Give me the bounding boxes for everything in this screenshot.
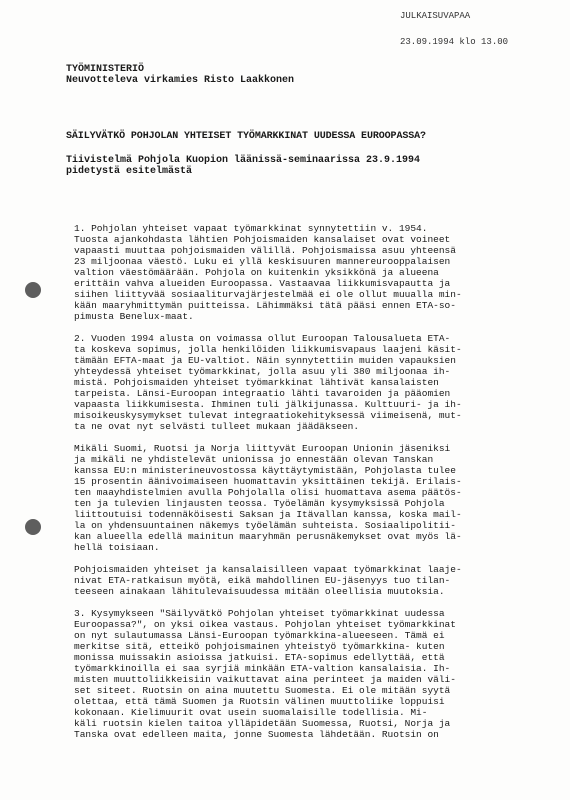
text-line: on nyt sulautumassa Länsi-Euroopan työmarkkina-alueeseen. Tämä ei [74,630,445,641]
subtitle-line: pidetystä esitelmästä [66,166,193,177]
paragraph [74,608,544,740]
text-line: 3. Kysymykseen "Säilyvätkö Pohjolan yhteiset työmarkkinat uudessa [74,608,445,619]
text-line: ten maayhdistelmien avulla Pohjolalla olisi huomattava asema päätös- [74,487,462,498]
punch-hole [25,282,41,298]
text-line: teeseen ainakaan lähitulevaisuudessa mitään oleellisia muutoksia. [74,586,445,597]
subtitle-line: Tiivistelmä Pohjola Kuopion läänissä-seminaarissa 23.9.1994 [66,155,421,166]
text-line: Pohjoismaiden yhteiset ja kansalaisilleen vapaat työmarkkinat laaje- [74,564,462,575]
text-line: ta ne ovat nyt selvästi tulleet mukaan jäädäkseen. [74,421,360,432]
text-line: erittäin vahva alueiden Euroopassa. Vastaavaa liikkumisvapautta ja [74,278,451,289]
text-line: Mikäli Suomi, Ruotsi ja Norja liittyvät Euroopan Unionin jäseniksi [74,443,451,454]
text-line: kanssa EU:n ministerineuvostossa käyttäytymistään, Pohjolasta tulee [74,465,456,476]
document-title: SÄILYVÄTKÖ POHJOLAN YHTEISET TYÖMARKKINAT UUDESSA EUROOPASSA? [66,131,426,142]
text-line: 23 miljoonaa väestö. Luku ei yllä keskisuuren mannereurooppalaisen [74,256,451,267]
text-line: siihen liittyvää sosiaaliturvajärjestelmää ei ole ollut muualla min- [74,289,462,300]
text-line: kokonaan. Kielimuurit ovat usein suomalaisille todellisia. Mi- [74,707,428,718]
text-line: Euroopassa?", on yksi oikea vastaus. Pohjolan yhteiset työmarkkinat [74,619,456,630]
paragraph [74,564,544,597]
text-line: misoikeuskysymykset tulevat integraatiokehityksessä viimeisenä, mut- [74,410,462,421]
text-line: nivat ETA-ratkaisun myötä, eikä mahdollinen EU-jäsenyys tuo tilan- [74,575,451,586]
paragraph [74,443,544,553]
text-line: la on yhdensuuntainen näkemys työelämän suhteista. Sosiaalipolitii- [74,520,456,531]
text-line: set siteet. Ruotsin on aina muutettu Suomesta. Ei ole mitään syytä [74,685,451,696]
text-line: tämään EFTA-maat ja EU-valtiot. Näin synnytettiin muiden vapauksien [74,355,456,366]
paragraph [74,223,544,322]
text-line: pimusta Benelux-maat. [74,311,194,322]
official-name: Neuvotteleva virkamies Risto Laakkonen [66,75,295,86]
text-line: kään maaryhmittymän puitteissa. Lähimmäksi tätä pääsi ennen ETA-so- [74,300,456,311]
text-line: käli ruotsin kielen taitoa ylläpidetään Suomessa, Ruotsi, Norja ja [74,718,451,729]
text-line: valtion väestömäärään. Pohjola on kuitenkin yksikkönä ja alueena [74,267,439,278]
text-line: merkitse sitä, etteikö pohjoismainen yhteistyö työmarkkina- kuten [74,641,445,652]
text-line: kan alueella edellä mainitun maaryhmän perusnäkemykset ovat myös lä- [74,531,462,542]
text-line: Tanska ovat edelleen maita, jonne Suomesta lähdetään. Ruotsin on [74,729,439,740]
text-line: tarpeista. Länsi-Euroopan integraatio lähti tavaroiden ja pääomien [74,388,451,399]
release-stamp [400,10,508,49]
ministry-name: TYÖMINISTERIÖ [66,64,145,75]
text-line: hellä toisiaan. [74,542,160,553]
text-line: misten muuttoliikkeisiin vaikuttavat aina perinteet ja maiden väli- [74,674,456,685]
text-line: ta koskeva sopimus, jolla henkilöiden liikkumisvapaus laajeni käsit- [74,344,462,355]
text-line: liittoutuisi todennäköisesti Saksan ja Itävallan kanssa, koska mail- [74,509,462,520]
text-line: Tuosta ajankohdasta lähtien Pohjoismaiden kansalaiset ovat voineet [74,234,451,245]
document-subtitle [66,155,420,177]
text-line: yhteydessä yhteiset työmarkkinat, jolla asuu yli 380 miljoonaa ih- [74,366,451,377]
text-line: ten ja tulevien linjausten teossa. Työelämän kysymyksissä Pohjola [74,498,445,509]
text-line: 1. Pohjolan yhteiset vapaat työmarkkinat synnytettiin v. 1954. [74,223,428,234]
release-label: JULKAISUVAPAA [400,11,471,21]
text-line: olettaa, että tämä Suomen ja Ruotsin välinen muuttoliike loppuisi [74,696,445,707]
punch-hole [25,519,41,535]
text-line: työmarkkinoilla ei saa syrjiä minkään ETA-valtion kansalaisia. Ih- [74,663,451,674]
text-line: vapaasti muuttaa pohjoismaiden välillä. Pohjoismaissa asuu yhteensä [74,245,456,256]
text-line: 15 prosentin äänivoimaiseen huomattavin yksittäinen tekijä. Erilais- [74,476,462,487]
text-line: ja mikäli ne yhdistelevät unionissa jo ennestään olevan Tanskan [74,454,434,465]
document-body [74,223,544,751]
paragraph [74,333,544,432]
text-line: vapaasta liikkumisesta. Ihminen tuli jälkijunassa. Kulttuuri- ja ih- [74,399,462,410]
text-line: monissa muissakin asioissa jatkuisi. ETA-sopimus edellyttää, että [74,652,445,663]
text-line: 2. Vuoden 1994 alusta on voimassa ollut Euroopan Talousalueta ETA- [74,333,451,344]
sender-block [66,64,294,86]
release-date: 23.09.1994 klo 13.00 [400,37,509,47]
text-line: mistä. Pohjoismaiden yhteiset työmarkkinat lähtivät kansalaisten [74,377,439,388]
